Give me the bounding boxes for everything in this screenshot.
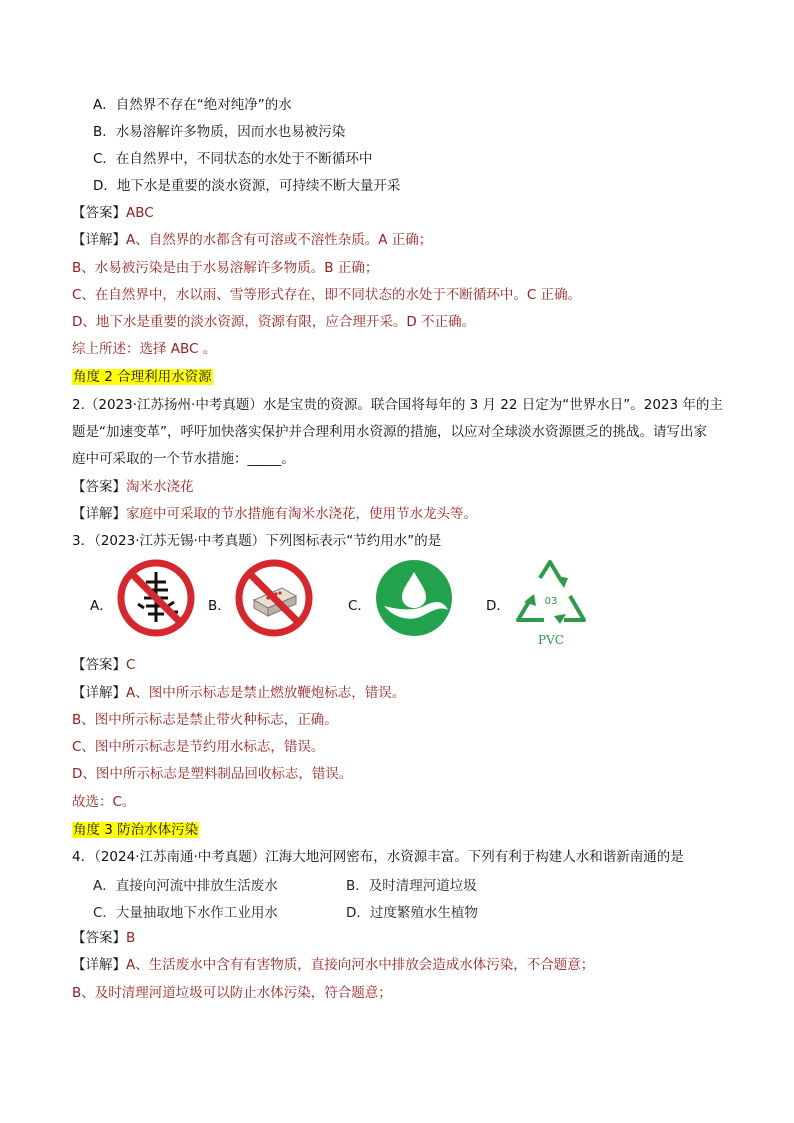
detail-text: 家庭中可采取的节水措施有淘米水浇花，使用节水龙头等。 [126, 506, 477, 522]
answer-value: B [126, 930, 136, 946]
section-heading-3 [72, 820, 199, 840]
q4-answer [72, 928, 135, 948]
detail-line: A、自然界的水都含有可溶或不溶性杂质。A 正确； [126, 232, 433, 248]
recycle-code: 03 [544, 596, 558, 607]
answer-label: 【答案】 [72, 657, 126, 673]
q3-summary: 故选：C。 [72, 794, 136, 810]
q3-answer [72, 655, 135, 675]
q1-option-b: B．水易溶解许多物质，因而水也易被污染 [93, 124, 346, 140]
detail-label: 【详解】 [72, 957, 126, 973]
q1-option-a: A．自然界不存在“绝对纯净”的水 [93, 97, 292, 113]
q4-detail [72, 955, 594, 975]
q3-detail-line-d: D、图中所示标志是塑料制品回收标志，错误。 [72, 766, 353, 782]
q3-detail-line-c: C、图中所示标志是节约用水标志，错误。 [72, 739, 325, 755]
recycle-text: PVC [538, 633, 564, 647]
q4-option-b: B．及时清理河道垃圾 [346, 878, 477, 894]
q1-detail-line-c: C、在自然界中，水以雨、雪等形式存在，即不同状态的水处于不断循环中。C 正确。 [72, 287, 582, 303]
answer-value: 淘米水浇花 [126, 479, 194, 495]
q1-option-d: D．地下水是重要的淡水资源，可持续不断大量开采 [93, 178, 401, 194]
option-label-b: B． [208, 598, 231, 614]
detail-line: A、图中所示标志是禁止燃放鞭炮标志，错误。 [126, 685, 406, 701]
q2-stem-line-2: 题是“加速变革”，呼吁加快落实保护并合理利用水资源的措施，以应对全球淡水资源匮乏的挑战。请写出家 [72, 424, 707, 440]
option-label-d: D． [486, 598, 510, 614]
q1-answer [72, 203, 154, 223]
q1-option-c: C．在自然界中，不同状态的水处于不断循环中 [93, 151, 373, 167]
q3-detail [72, 683, 405, 703]
answer-label: 【答案】 [72, 205, 126, 221]
q1-detail-line-d: D、地下水是重要的淡水资源，资源有限，应合理开采。D 不正确。 [72, 314, 476, 330]
detail-label: 【详解】 [72, 506, 126, 522]
q3-stem: 3．（2023·江苏无锡·中考真题）下列图标表示“节约用水”的是 [72, 533, 442, 549]
detail-label: 【详解】 [72, 232, 126, 248]
water-saving-icon [374, 558, 454, 642]
q4-option-a: A．直接向河流中排放生活废水 [93, 878, 278, 894]
q4-option-c: C．大量抽取地下水作工业用水 [93, 905, 278, 921]
answer-value: C [126, 657, 136, 673]
q1-detail-line-b: B、水易被污染是由于水易溶解许多物质。B 正确； [72, 260, 379, 276]
q2-answer [72, 477, 194, 497]
q2-stem-line-1: 2.（2023·江苏扬州·中考真题）水是宝贵的资源。联合国将每年的 3 月 22 日定为“世界水日”。2023 年的主 [72, 397, 723, 413]
detail-label: 【详解】 [72, 685, 126, 701]
q3-icon-options [90, 558, 610, 648]
detail-line: A、生活废水中含有有害物质，直接向河水中排放会造成水体污染，不合题意； [126, 957, 595, 973]
q3-detail-line-b: B、图中所示标志是禁止带火种标志，正确。 [72, 712, 338, 728]
q4-option-d: D．过度繁殖水生植物 [346, 905, 478, 921]
q2-detail [72, 504, 477, 524]
q1-summary: 综上所述：选择 ABC 。 [72, 341, 217, 357]
section-heading-2 [72, 367, 213, 387]
no-fire-source-icon [234, 558, 314, 642]
no-firecrackers-icon [116, 558, 196, 642]
q1-detail [72, 230, 432, 250]
answer-value: ABC [126, 205, 154, 221]
q2-stem-line-3: 庭中可采取的一个节水措施：_____。 [72, 451, 295, 467]
answer-label: 【答案】 [72, 479, 126, 495]
option-label-c: C． [348, 598, 371, 614]
section-tag: 角度 3 防治水体污染 [73, 822, 199, 838]
option-label-a: A． [90, 598, 113, 614]
q4-stem: 4．（2024·江苏南通·中考真题）江海大地河网密布，水资源丰富。下列有利于构建人水和谐新南通的是 [72, 849, 684, 865]
answer-label: 【答案】 [72, 930, 126, 946]
q4-detail-line-b: B、及时清理河道垃圾可以防止水体污染，符合题意； [72, 985, 392, 1001]
section-tag: 角度 2 合理利用水资源 [73, 369, 212, 385]
recycle-pvc-icon [510, 558, 592, 654]
